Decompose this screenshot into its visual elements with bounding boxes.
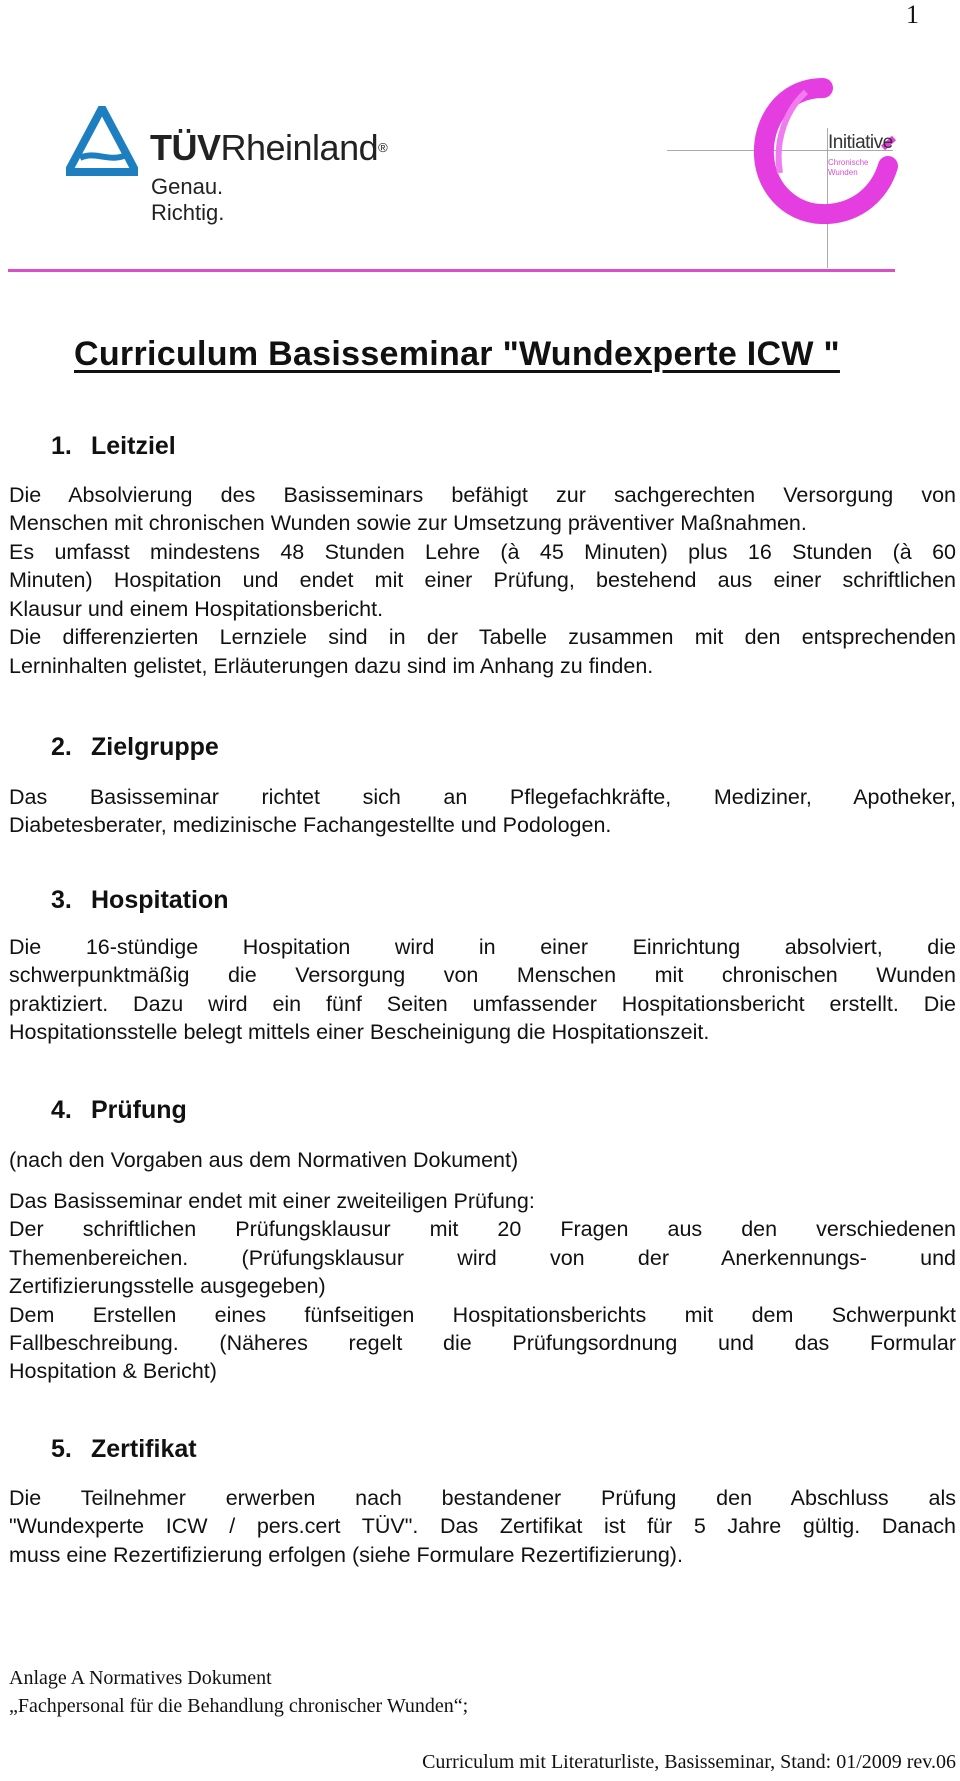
section-title: Prüfung (91, 1096, 187, 1124)
paragraph-line: Zertifizierungsstelle ausgegeben) (9, 1274, 326, 1298)
tuv-brand-regular: Rheinland (220, 127, 379, 168)
section-heading-leitziel (51, 431, 176, 461)
page-number: 1 (906, 0, 919, 29)
paragraph-line: "Wundexperte ICW / pers.cert TÜV". Das Zertifikat ist für 5 Jahre gültig. Danach (9, 1514, 956, 1538)
paragraph-line: Das Basisseminar richtet sich an Pflegefachkräfte, Mediziner, Apotheker, (9, 785, 956, 809)
section-number: 2. (51, 733, 72, 761)
paragraph-line: schwerpunktmäßig die Versorgung von Menschen mit chronischen Wunden (9, 963, 956, 987)
section-title: Hospitation (91, 886, 229, 914)
footer-annex: Anlage A Normatives Dokument (9, 1667, 272, 1689)
header-divider (8, 269, 895, 272)
paragraph-line: Die Absolvierung des Basisseminars befähigt zur sachgerechten Versorgung von (9, 483, 956, 507)
section-number: 4. (51, 1096, 72, 1124)
paragraph-line: Minuten) Hospitation und endet mit einer Prüfung, bestehend aus einer schriftlichen (9, 568, 956, 592)
icw-initiative-text: Initiative (828, 132, 893, 153)
paragraph-line: Die 16-stündige Hospitation wird in einer Einrichtung absolviert, die (9, 935, 956, 959)
section-heading-pruefung (51, 1095, 187, 1125)
icw-sub1: Chronische (828, 158, 869, 167)
section-number: 3. (51, 886, 72, 914)
section-heading-zertifikat (51, 1434, 197, 1464)
paragraph-line: praktiziert. Dazu wird ein fünf Seiten umfassender Hospitationsbericht erstellt. Die (9, 992, 956, 1016)
icw-sub2: Wunden (828, 168, 858, 177)
paragraph-line: Der schriftlichen Prüfungsklausur mit 20 Fragen aus den verschiedenen (9, 1217, 956, 1241)
section-title: Zielgruppe (91, 733, 219, 761)
paragraph-line: Menschen mit chronischen Wunden sowie zur Umsetzung präventiver Maßnahmen. (9, 511, 807, 535)
paragraph-line: Dem Erstellen eines fünfseitigen Hospitationsberichts mit dem Schwerpunkt (9, 1303, 956, 1327)
paragraph-line: (nach den Vorgaben aus dem Normativen Dokument) (9, 1148, 519, 1172)
paragraph-line: Es umfasst mindestens 48 Stunden Lehre (à 45 Minuten) plus 16 Stunden (à 60 (9, 540, 956, 564)
footer-document-title: „Fachpersonal für die Behandlung chronischer Wunden“; (9, 1695, 469, 1717)
section-heading-zielgruppe (51, 732, 219, 762)
section-title: Leitziel (91, 432, 176, 460)
tuv-tagline: Genau. Richtig. (151, 174, 225, 225)
paragraph-line: Diabetesberater, medizinische Fachangestellte und Podologen. (9, 813, 612, 837)
footer-version: Curriculum mit Literaturliste, Basisseminar, Stand: 01/2009 rev.06 (422, 1751, 956, 1773)
paragraph-line: Fallbeschreibung. (Näheres regelt die Prüfungsordnung und das Formular (9, 1331, 956, 1355)
paragraph-line: Hospitationsstelle belegt mittels einer Bescheinigung die Hospitationszeit. (9, 1020, 710, 1044)
paragraph-line: Die Teilnehmer erwerben nach bestandener Prüfung den Abschluss als (9, 1486, 956, 1510)
paragraph-line: Themenbereichen. (Prüfungsklausur wird von der Anerkennungs- und (9, 1246, 956, 1270)
section-number: 5. (51, 1435, 72, 1463)
section-number: 1. (51, 432, 72, 460)
tuv-triangle-icon (66, 106, 138, 176)
paragraph-line: Das Basisseminar endet mit einer zweiteiligen Prüfung: (9, 1189, 535, 1213)
page-title: Curriculum Basisseminar "Wundexperte ICW " (74, 335, 840, 373)
tuv-brand-bold: TÜV (150, 127, 221, 168)
paragraph-line: Hospitation & Bericht) (9, 1359, 217, 1383)
paragraph-line: muss eine Rezertifizierung erfolgen (siehe Formulare Rezertifizierung). (9, 1543, 683, 1567)
registered-mark: ® (378, 140, 388, 155)
section-title: Zertifikat (91, 1435, 197, 1463)
section-heading-hospitation (51, 885, 229, 915)
paragraph-line: Lerninhalten gelistet, Erläuterungen dazu sind im Anhang zu finden. (9, 654, 654, 678)
paragraph-line: Klausur und einem Hospitationsbericht. (9, 597, 384, 621)
paragraph-line: Die differenzierten Lernziele sind in der Tabelle zusammen mit den entsprechenden (9, 625, 956, 649)
